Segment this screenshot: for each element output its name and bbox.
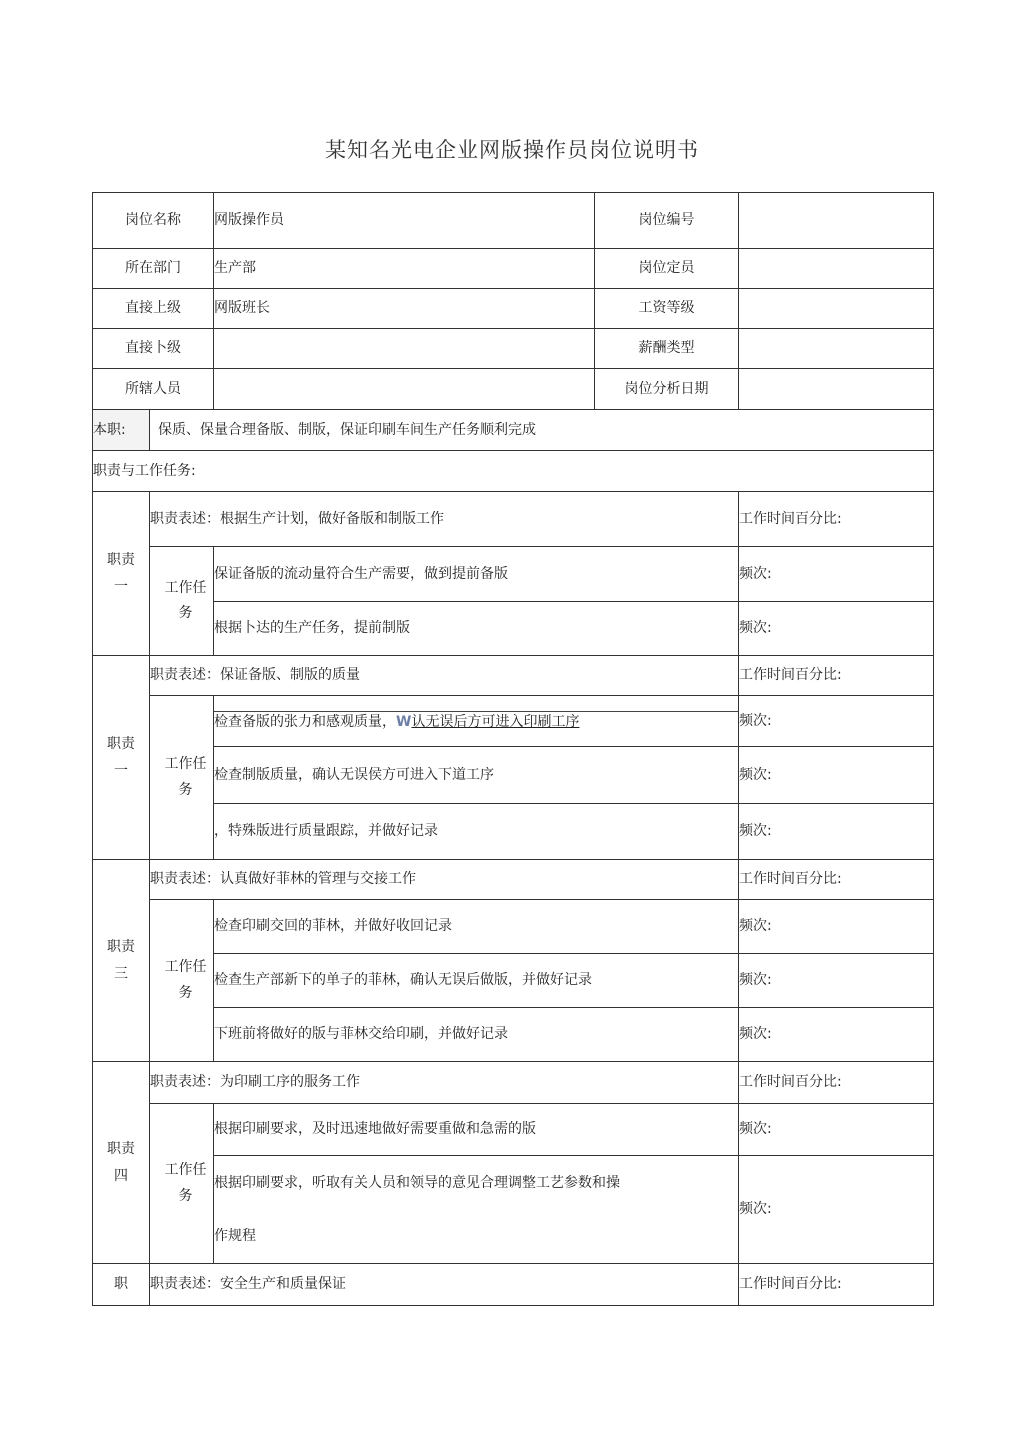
duty-name <box>93 860 150 1062</box>
task-text: 检查制版质量，确认无误侯方可进入下道工序 <box>214 747 739 804</box>
duty-desc-row <box>93 860 934 900</box>
task-text-line: 根据印刷要求，听取有关人员和领导的意见合理调整工艺参数和操 <box>214 1175 620 1192</box>
task-label: 工作任务 <box>150 696 214 860</box>
task-label: 工作任务 <box>150 900 214 1062</box>
task-text <box>214 696 739 747</box>
duty-name: 职 <box>93 1264 150 1306</box>
field-label: 岗位名称 <box>93 193 214 249</box>
field-label: 岗位编号 <box>595 193 739 249</box>
duty-name-line: 职责 <box>107 1140 135 1157</box>
task-text: 检查印刷交回的菲林，并做好收回记录 <box>214 900 739 954</box>
time-pct-label: 工作时间百分比: <box>739 656 934 696</box>
duty-summary-label: 本职: <box>93 410 150 451</box>
duty-desc: 职责表述：安全生产和质量保证 <box>150 1264 739 1306</box>
duty-name-line: 职责 <box>107 938 135 955</box>
freq-label: 频次: <box>739 747 934 804</box>
header-row <box>93 249 934 289</box>
duty-name <box>93 492 150 656</box>
task-row <box>93 954 934 1008</box>
duty-summary-text: 保质、保量合理备版、制版，保证印刷车间生产任务顺利完成 <box>150 410 934 451</box>
task-text: 下班前将做好的版与菲林交给印刷，并做好记录 <box>214 1008 739 1062</box>
field-value <box>739 369 934 410</box>
header-row <box>93 369 934 410</box>
freq-label: 频次: <box>739 954 934 1008</box>
task-label: 工作任务 <box>150 1104 214 1264</box>
field-label: 工资等级 <box>595 289 739 329</box>
header-row <box>93 329 934 369</box>
field-value <box>214 369 595 410</box>
task-text: 根据印刷要求，及时迅速地做好需要重做和急需的版 <box>214 1104 739 1156</box>
field-value <box>739 193 934 249</box>
duty-desc: 职责表述：根据生产计划，做好备版和制版工作 <box>150 492 739 547</box>
freq-label: 频次: <box>739 1104 934 1156</box>
freq-label: 频次: <box>739 602 934 656</box>
time-pct-label: 工作时间百分比: <box>739 1264 934 1306</box>
field-value <box>214 329 595 369</box>
task-text <box>214 1156 739 1264</box>
field-value: 网版操作员 <box>214 193 595 249</box>
duty-desc: 职责表述：保证备版、制版的质量 <box>150 656 739 696</box>
scan-mark: W <box>396 713 412 730</box>
task-text: 保证备版的流动量符合生产需要，做到提前备版 <box>214 547 739 602</box>
field-label: 所辖人员 <box>93 369 214 410</box>
duty-name-line: 职责 <box>107 551 135 568</box>
duty-summary-row <box>93 410 934 451</box>
document-title: 某知名光电企业网版操作员岗位说明书 <box>325 138 699 162</box>
task-row <box>93 602 934 656</box>
time-pct-label: 工作时间百分比: <box>739 492 934 547</box>
field-value <box>739 289 934 329</box>
freq-label: 频次: <box>739 1008 934 1062</box>
freq-label: 频次: <box>739 547 934 602</box>
task-row <box>93 1008 934 1062</box>
field-value <box>739 249 934 289</box>
duty-name-line: 四 <box>114 1167 128 1184</box>
duty-name-line: 三 <box>114 965 128 982</box>
task-row <box>93 1156 934 1264</box>
field-label: 岗位分析日期 <box>595 369 739 410</box>
duty-name-line: 一 <box>114 578 128 595</box>
field-label: 直接上级 <box>93 289 214 329</box>
duty-desc-row <box>93 1264 934 1306</box>
duty-desc-row <box>93 656 934 696</box>
field-value <box>739 329 934 369</box>
job-description-table <box>92 192 934 1306</box>
field-value: 生产部 <box>214 249 595 289</box>
duty-desc: 职责表述：为印刷工序的服务工作 <box>150 1062 739 1104</box>
time-pct-label: 工作时间百分比: <box>739 1062 934 1104</box>
task-text: ，特殊版进行质量跟踪，并做好记录 <box>214 804 739 860</box>
task-row <box>93 747 934 804</box>
header-row <box>93 193 934 249</box>
responsibilities-heading: 职责与工作任务: <box>93 451 934 492</box>
task-row <box>93 900 934 954</box>
duty-desc-row <box>93 1062 934 1104</box>
freq-label: 频次: <box>739 804 934 860</box>
task-text-line: 作规程 <box>214 1227 256 1244</box>
duty-name-line: 职责 <box>107 735 135 752</box>
task-text-prefix: 检查备版的张力和感观质量， <box>214 713 396 730</box>
freq-label: 频次: <box>739 900 934 954</box>
field-label: 所在部门 <box>93 249 214 289</box>
task-text-suffix: 认无误后方可进入印刷工序 <box>411 713 580 730</box>
task-row <box>93 1104 934 1156</box>
field-label: 岗位定员 <box>595 249 739 289</box>
task-row <box>93 804 934 860</box>
task-text: 根据卜达的生产任务，提前制版 <box>214 602 739 656</box>
duty-desc-row <box>93 492 934 547</box>
freq-label: 频次: <box>739 696 934 747</box>
task-text-inner <box>214 711 738 731</box>
duty-name <box>93 1062 150 1264</box>
task-label: 工作任务 <box>150 547 214 656</box>
field-label: 薪酬类型 <box>595 329 739 369</box>
field-label: 直接卜级 <box>93 329 214 369</box>
header-row <box>93 289 934 329</box>
task-text: 检查生产部新下的单子的菲林，确认无误后做版，并做好记录 <box>214 954 739 1008</box>
task-row <box>93 547 934 602</box>
field-value: 网版班长 <box>214 289 595 329</box>
duty-name <box>93 656 150 860</box>
task-row <box>93 696 934 747</box>
duty-desc: 职责表述：认真做好菲林的管理与交接工作 <box>150 860 739 900</box>
time-pct-label: 工作时间百分比: <box>739 860 934 900</box>
freq-label: 频次: <box>739 1156 934 1264</box>
responsibilities-heading-row <box>93 451 934 492</box>
duty-name-line: 一 <box>114 762 128 779</box>
